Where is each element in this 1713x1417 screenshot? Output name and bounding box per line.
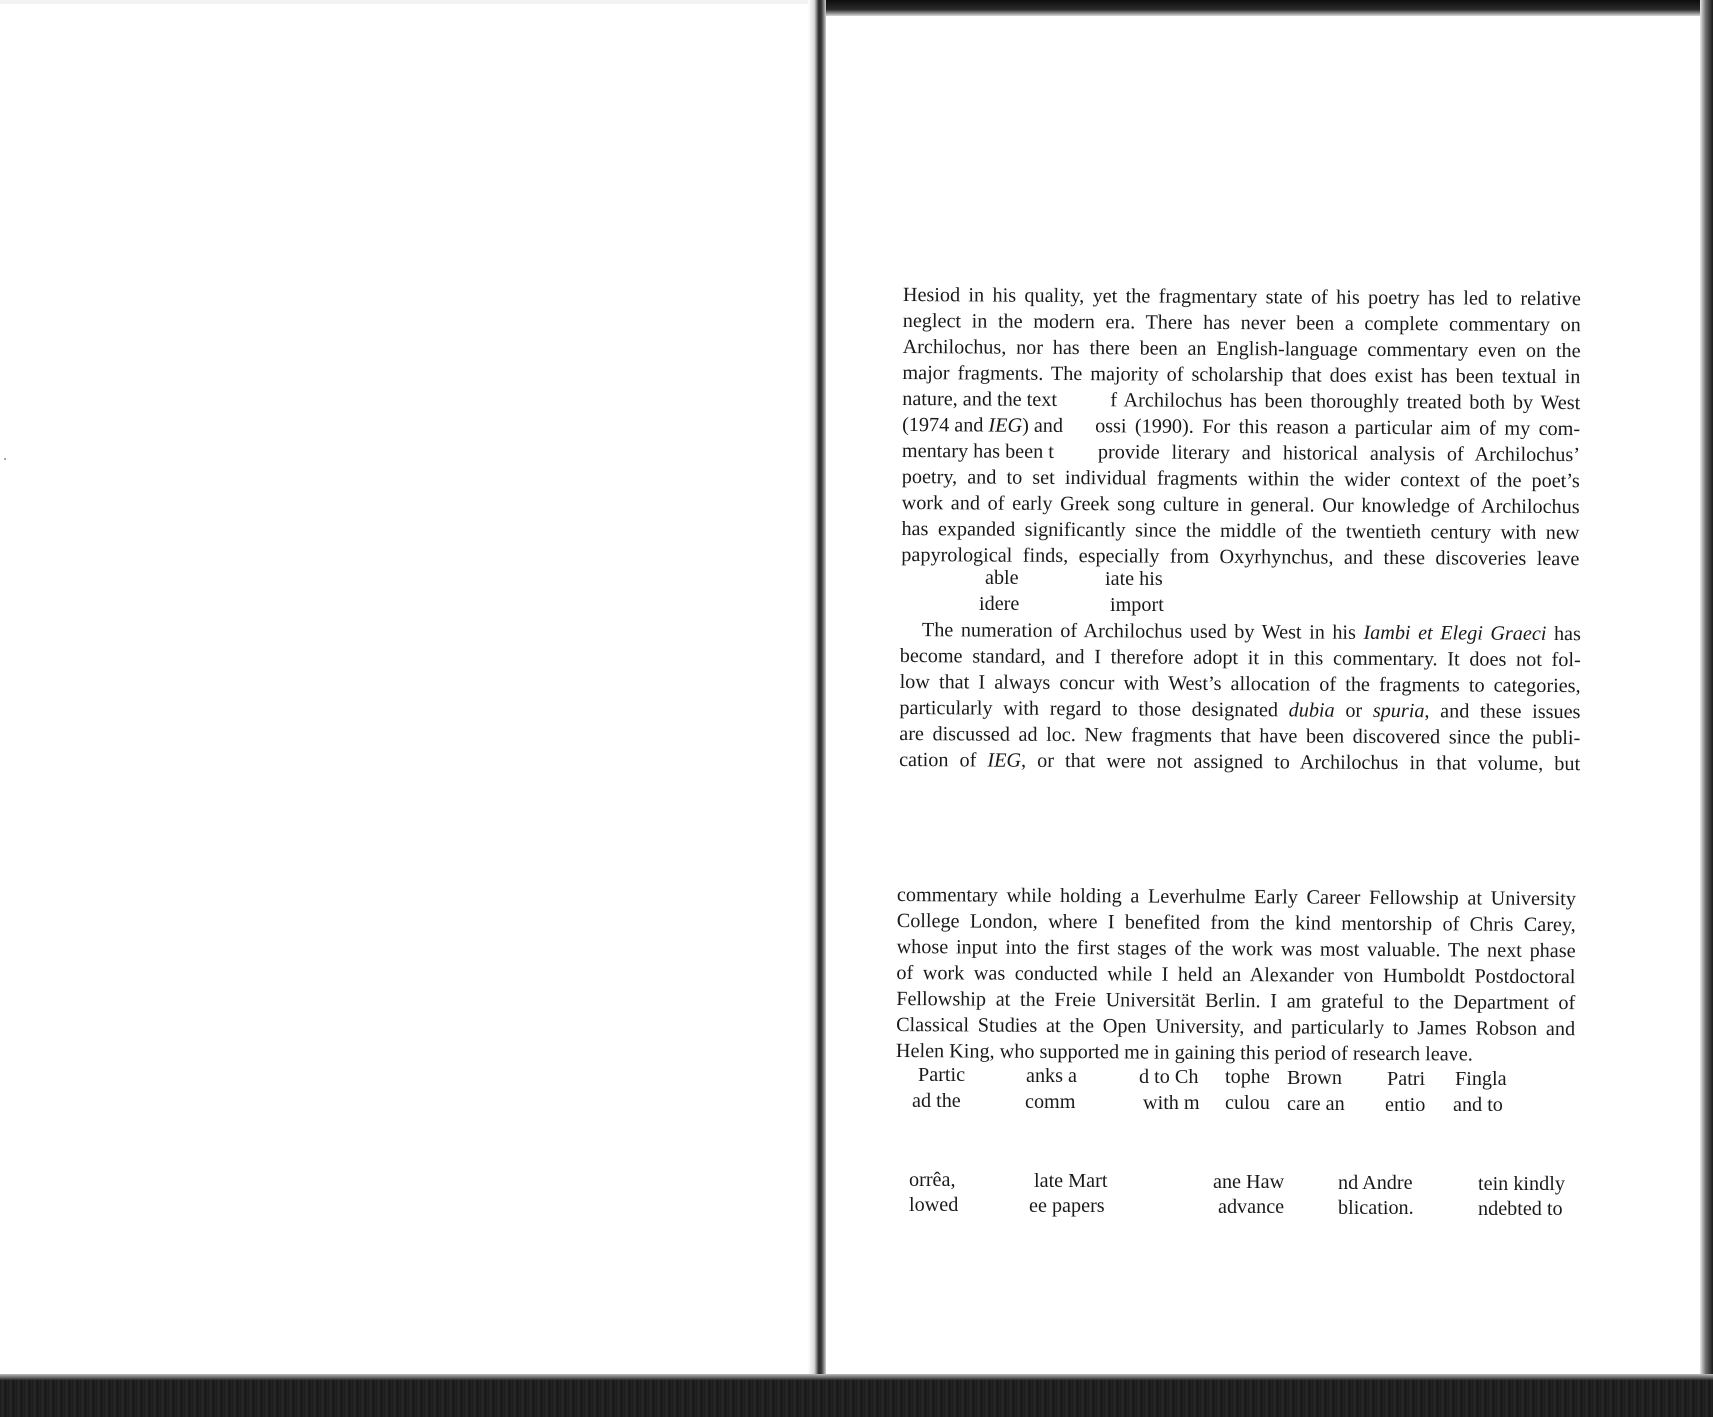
text-line: College London, where I benefited from the kind mentorship of Chris Carey, [896, 909, 1576, 937]
text-fragment: advance [1218, 1196, 1285, 1218]
text-fragment: blication. [1338, 1197, 1414, 1219]
text-fragment: import [1110, 594, 1164, 616]
text-line: Fellowship at the Freie Universität Berlin. I am grateful to the Department of [896, 987, 1576, 1015]
text-fragment: tein kindly [1478, 1173, 1565, 1195]
text-line: of work was conducted while I held an Alexander von Humboldt Postdoctoral [896, 961, 1576, 989]
text-fragment: provide literary and historical analysis of Archilochus’ [1097, 441, 1581, 467]
text-line: Helen King, who supported me in gaining this period of research leave. [895, 1039, 1473, 1066]
text-line: become standard, and I therefore adopt it in this commentary. It does not fol- [899, 644, 1581, 672]
paragraph-archilochus-intro [901, 282, 1581, 572]
text-fragment: orrêa, [909, 1169, 956, 1191]
text-fragment: f Archilochus has been thoroughly treated both by West [1110, 389, 1581, 415]
text-fragment: and to [1453, 1094, 1503, 1116]
text-fragment: lowed [909, 1194, 959, 1216]
text-fragment: entio [1385, 1094, 1426, 1116]
paragraph-acknowledgements [896, 882, 1576, 1068]
text-fragment: comm [1025, 1091, 1076, 1113]
text-fragment: tophe [1225, 1066, 1270, 1088]
dust-speck [4, 458, 6, 460]
text-line-gapped [902, 386, 1580, 416]
text-line: whose input into the first stages of the work was most valuable. The next phase [896, 935, 1576, 963]
text-line-gapped [902, 412, 1580, 442]
text-line: are discussed ad loc. New fragments that have been discovered since the publi- [899, 722, 1581, 750]
book-gutter [808, 0, 826, 1417]
text-fragment: ossi (1990). For this reason a particular aim of my com- [1095, 415, 1581, 441]
text-line: papyrological finds, especially from Oxyrhynchus, and these discoveries leave [901, 543, 1580, 571]
text-fragment: mentary has been t [901, 439, 1054, 463]
text-fragment: Brown [1287, 1067, 1342, 1089]
text-fragment: care an [1287, 1093, 1345, 1115]
text-fragment: ad the [912, 1090, 961, 1112]
text-line: The numeration of Archilochus used by West in his Iambi et Elegi Graeci has [921, 619, 1581, 646]
text-line: Classical Studies at the Open University, and particularly to James Robson and [896, 1013, 1576, 1041]
text-fragment: d to Ch [1139, 1066, 1199, 1088]
left-page-blank [0, 4, 812, 1379]
text-line-gapped [902, 438, 1580, 468]
text-fragment: anks a [1026, 1065, 1078, 1087]
text-fragment: (1974 and IEG) and [902, 413, 1064, 437]
text-line: Hesiod in his quality, yet the fragmentary state of his poetry has led to relative [902, 283, 1581, 311]
text-line: Archilochus, nor has there been an English-language commentary even on the [902, 335, 1581, 363]
text-line: has expanded significantly since the middle of the twentieth century with new [901, 517, 1580, 545]
text-fragment: ndebted to [1478, 1198, 1563, 1220]
text-line: major fragments. The majority of scholarship that does exist has been textual in [902, 361, 1581, 389]
text-fragment: ane Haw [1213, 1171, 1285, 1193]
text-fragment: with m [1143, 1092, 1200, 1114]
text-fragment: nd Andre [1338, 1172, 1413, 1194]
bottom-cover-edge [0, 1374, 1713, 1417]
text-line: work and of early Greek song culture in general. Our knowledge of Archilochus [901, 491, 1580, 519]
text-fragment: ee papers [1029, 1195, 1105, 1217]
paragraph-numeration [899, 617, 1581, 777]
text-fragment: able [985, 567, 1019, 589]
text-line: poetry, and to set individual fragments within the wider context of the poet’s [901, 465, 1580, 493]
text-line: low that I always concur with West’s allocation of the fragments to categories, [899, 670, 1581, 698]
text-fragment: late Mart [1034, 1170, 1108, 1192]
text-fragment: Fingla [1455, 1068, 1507, 1090]
top-cover-edge [808, 0, 1713, 16]
text-fragment: Patri [1387, 1068, 1426, 1090]
text-fragment: culou [1225, 1092, 1270, 1114]
text-fragment: Partic [918, 1064, 966, 1086]
text-fragment: idere [979, 593, 1020, 615]
right-cover-edge [1700, 0, 1713, 1417]
text-line: commentary while holding a Leverhulme Early Career Fellowship at University [896, 883, 1576, 911]
text-line: cation of IEG, or that were not assigned to Archilochus in that volume, but [899, 748, 1581, 776]
text-fragment: iate his [1105, 568, 1163, 590]
text-line: neglect in the modern era. There has never been a complete commentary on [902, 309, 1581, 337]
text-fragment: nature, and the text [902, 387, 1058, 411]
text-line: particularly with regard to those designated dubia or spuria, and these issues [899, 696, 1581, 724]
